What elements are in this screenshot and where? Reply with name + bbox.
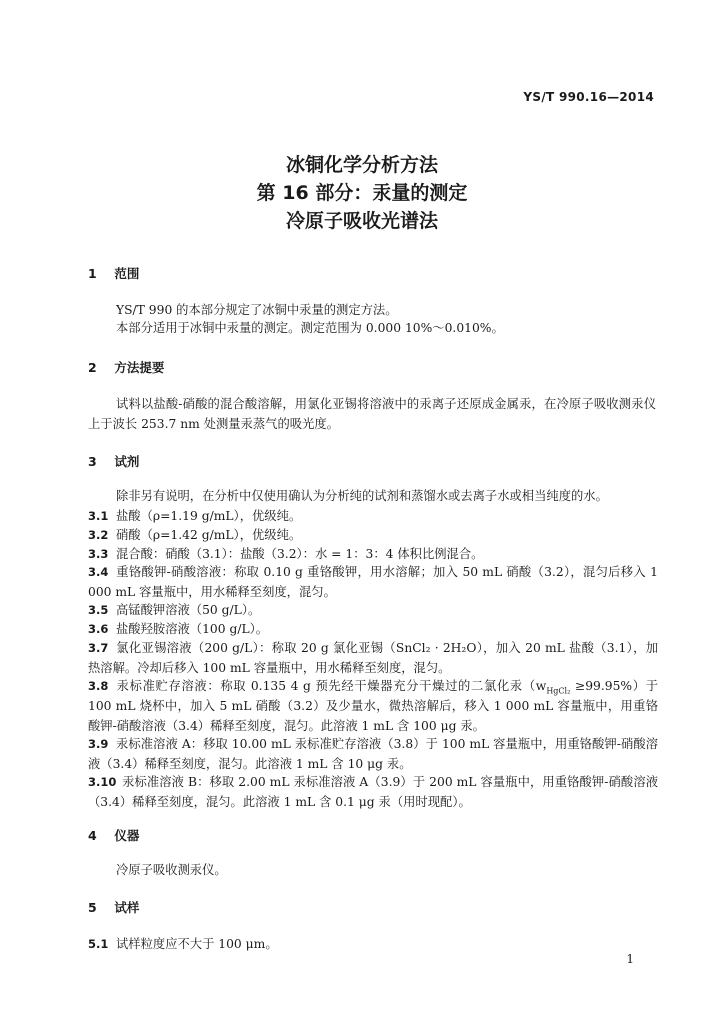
item-text: 汞标准溶液 A：移取 10.00 mL 汞标准贮存溶液（3.8）于 100 mL 容量瓶中，用重铬酸钾-硝酸溶液（3.4）稀释至刻度，混匀。此溶液 1 mL 含 10 μg 汞。 — [88, 737, 658, 771]
item-number: 3.10 — [88, 775, 117, 789]
section-title: 范围 — [114, 266, 140, 281]
section-heading-sample — [88, 898, 139, 916]
reagent-item — [88, 734, 658, 774]
section-number: 2 — [88, 360, 97, 375]
reagent-item — [88, 600, 658, 620]
reagent-item — [88, 525, 658, 545]
item-text-a: 汞标准贮存溶液：称取 0.135 4 g 预先经干燥器充分干燥过的二氯化汞（w — [116, 679, 547, 693]
title-line-3: 冷原子吸收光谱法 — [285, 210, 438, 232]
item-text: 重铬酸钾-硝酸溶液：称取 0.10 g 重铬酸钾，用水溶解；加入 50 mL 硝酸（3.2），混匀后移入 1 000 mL 容量瓶中，用水稀释至刻度，混匀。 — [88, 565, 658, 599]
item-number: 3.3 — [88, 547, 109, 561]
section-title: 试样 — [114, 900, 140, 915]
item-text: 氯化亚锡溶液（200 g/L）：称取 20 g 氯化亚锡（SnCl₂ · 2H₂O），加入 20 mL 盐酸（3.1），加热溶解。冷却后移入 100 mL 容量瓶中，用水稀释至刻度，混匀。 — [88, 641, 658, 675]
section-title: 方法提要 — [114, 360, 165, 375]
item-number: 3.5 — [88, 603, 109, 617]
reagent-item — [88, 544, 658, 564]
reagent-item — [88, 619, 658, 639]
section-heading-reagents — [88, 452, 139, 470]
item-text: 硝酸（ρ=1.42 g/mL），优级纯。 — [116, 528, 302, 542]
section-number: 5 — [88, 900, 97, 915]
item-number: 3.4 — [88, 565, 109, 579]
principle-paragraph: 试料以盐酸-硝酸的混合酸溶解，用氯化亚锡将溶液中的汞离子还原成金属汞，在冷原子吸收测汞仪上于波长 253.7 nm 处测量汞蒸气的吸光度。 — [88, 397, 656, 431]
reagent-item — [88, 676, 658, 736]
item-number: 3.2 — [88, 528, 109, 542]
scope-paragraph-2: 本部分适用于冰铜中汞量的测定。测定范围为 0.000 10%～0.010%。 — [116, 321, 504, 335]
section-number: 3 — [88, 454, 97, 469]
reagent-item — [88, 638, 658, 678]
reagent-item — [88, 562, 658, 602]
section-number: 4 — [88, 828, 97, 843]
item-number: 3.6 — [88, 622, 109, 636]
section-heading-apparatus — [88, 826, 139, 844]
item-text: 盐酸羟胺溶液（100 g/L）。 — [116, 622, 269, 636]
section-heading-principle — [88, 358, 164, 376]
item-number: 5.1 — [88, 937, 109, 951]
item-number: 3.9 — [88, 737, 109, 751]
section-title: 试剂 — [114, 454, 140, 469]
standard-code: YS/T 990.16—2014 — [523, 90, 654, 104]
scope-paragraph-1: YS/T 990 的本部分规定了冰铜中汞量的测定方法。 — [116, 303, 398, 317]
item-number: 3.7 — [88, 641, 109, 655]
item-text: 试样粒度应不大于 100 μm。 — [116, 937, 278, 951]
item-number: 3.1 — [88, 509, 109, 523]
item-subscript: HgCl₂ — [546, 686, 571, 696]
item-text-b: ≥99.95%）于 100 mL 烧杯中，加入 5 mL 硝酸（3.2）及少量水，微热溶解后，移入 1 000 mL 容量瓶中，用重铬酸钾-硝酸溶液（3.4）稀释至刻度，混匀。此溶液 1 mL 含 100 μg 汞。 — [88, 679, 658, 733]
section-heading-scope — [88, 264, 139, 282]
item-text: 高锰酸钾溶液（50 g/L）。 — [116, 603, 261, 617]
reagent-item — [88, 506, 658, 526]
title-line-2: 第 16 部分：汞量的测定 — [256, 182, 468, 204]
apparatus-paragraph: 冷原子吸收测汞仪。 — [116, 863, 227, 877]
page-number: 1 — [626, 952, 634, 966]
item-text: 混合酸：硝酸（3.1）：盐酸（3.2）：水 = 1：3：4 体积比例混合。 — [116, 547, 484, 561]
reagents-intro: 除非另有说明，在分析中仅使用确认为分析纯的试剂和蒸馏水或去离子水或相当纯度的水。 — [116, 489, 608, 503]
title-line-1: 冰铜化学分析方法 — [285, 154, 438, 176]
section-number: 1 — [88, 266, 97, 281]
section-title: 仪器 — [114, 828, 140, 843]
item-text: 汞标准溶液 B：移取 2.00 mL 汞标准溶液 A（3.9）于 200 mL 容量瓶中，用重铬酸钾-硝酸溶液（3.4）稀释至刻度，混匀。此溶液 1 mL 含 0.1 μg 汞（用时现配）。 — [88, 775, 658, 809]
item-number: 3.8 — [88, 679, 109, 693]
sample-item — [88, 934, 658, 954]
item-text: 盐酸（ρ=1.19 g/mL），优级纯。 — [116, 509, 302, 523]
reagent-item — [88, 772, 658, 812]
